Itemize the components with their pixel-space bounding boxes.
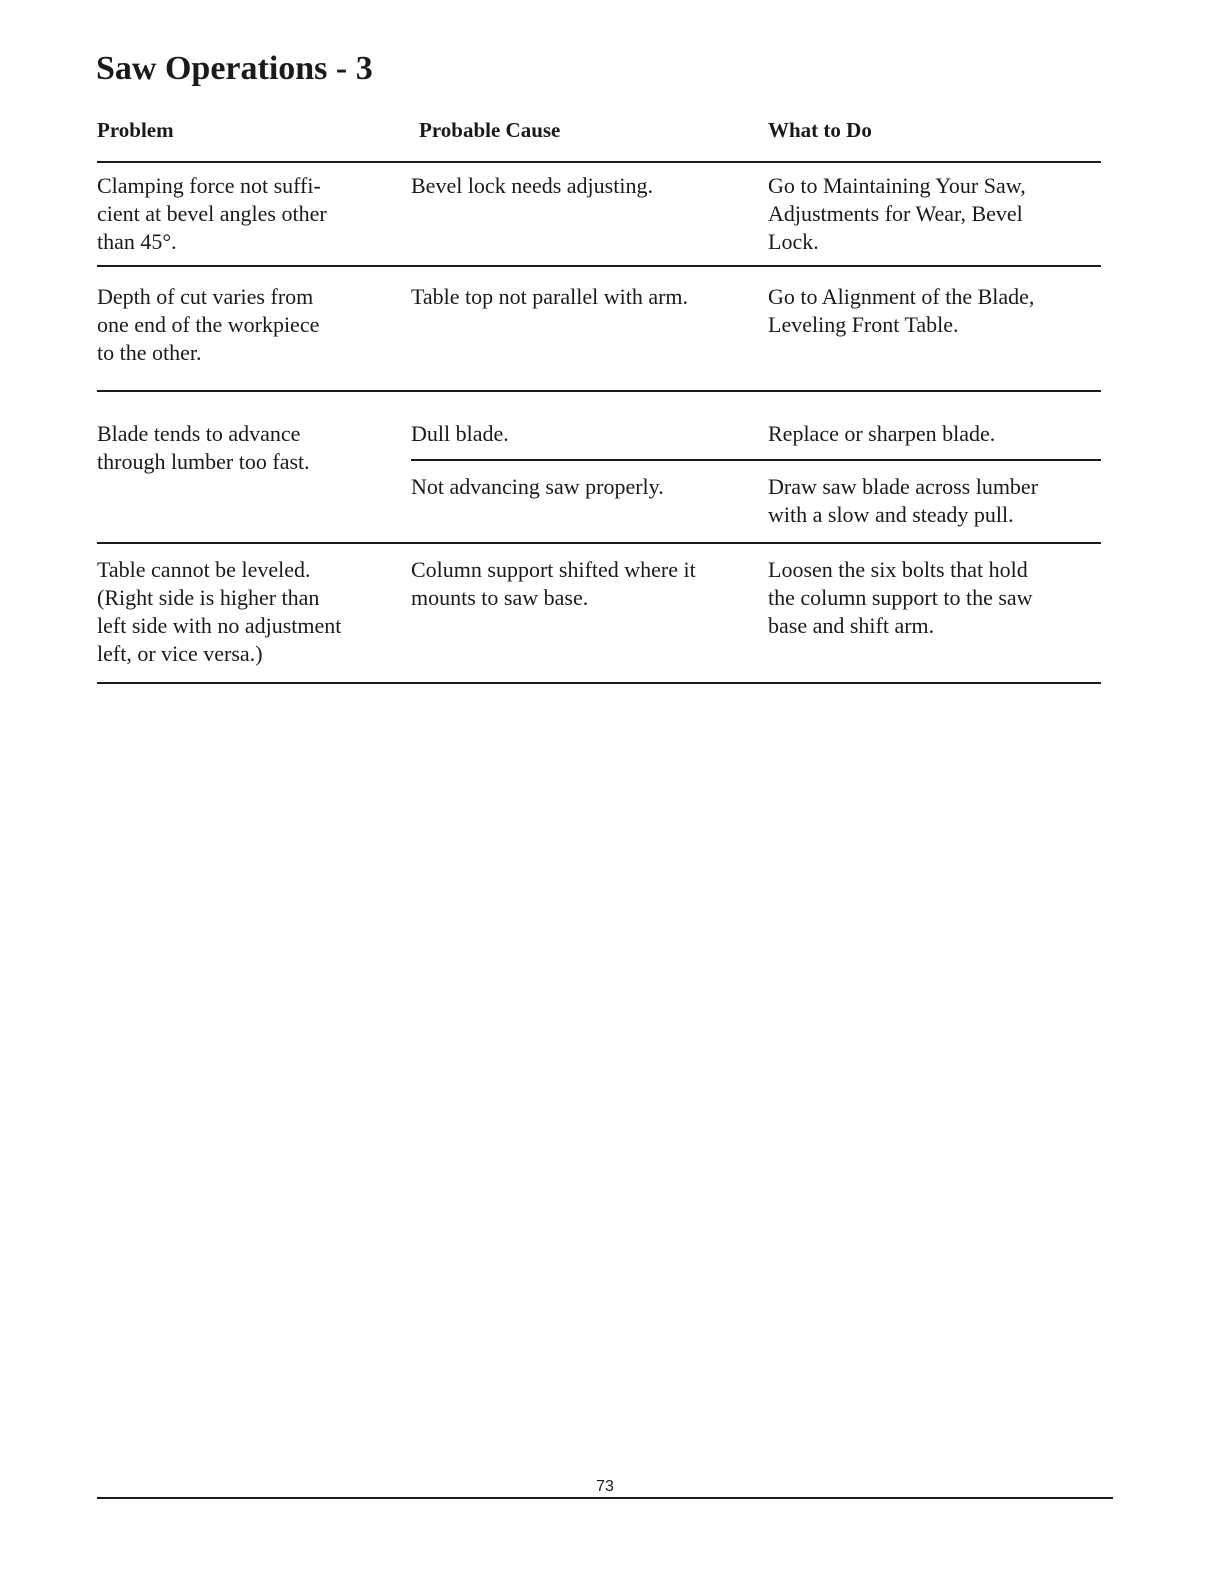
table-bottom-rule (97, 682, 1101, 684)
header-rule (97, 161, 1101, 163)
row-divider (97, 542, 1101, 544)
sub-row-divider (411, 459, 1101, 461)
footer-rule (97, 1497, 1113, 1499)
row-1-problem: Clamping force not suffi- cient at bevel angles other than 45°. (97, 173, 327, 254)
row-2-action: Go to Alignment of the Blade, Leveling Front Table. (768, 284, 1035, 337)
row-3-action-2: Draw saw blade across lumber with a slow and steady pull. (768, 474, 1039, 527)
row-4-cause: Column support shifted where it mounts to saw base. (411, 557, 696, 610)
row-3-cause-1: Dull blade. (411, 421, 509, 446)
row-2-cause: Table top not parallel with arm. (411, 284, 689, 309)
header-problem: Problem (97, 118, 174, 142)
row-4-problem: Table cannot be leveled. (Right side is higher than left side with no adjustment left, or vice versa.) (97, 557, 342, 666)
row-2-problem: Depth of cut varies from one end of the workpiece to the other. (97, 284, 320, 365)
row-3-cause-2: Not advancing saw properly. (411, 474, 664, 499)
row-1-cause: Bevel lock needs adjusting. (411, 173, 653, 198)
row-3-action-1: Replace or sharpen blade. (768, 421, 996, 446)
page-title: Saw Operations - 3 (96, 50, 373, 87)
row-4-action: Loosen the six bolts that hold the column support to the saw base and shift arm. (768, 557, 1033, 638)
page-number: 73 (596, 1478, 614, 1495)
header-what-to-do: What to Do (768, 118, 872, 142)
header-probable-cause: Probable Cause (419, 118, 561, 142)
row-divider (97, 390, 1101, 392)
row-1-action: Go to Maintaining Your Saw, Adjustments for Wear, Bevel Lock. (768, 173, 1026, 254)
row-3-problem: Blade tends to advance through lumber too fast. (97, 421, 310, 474)
row-divider (97, 265, 1101, 267)
